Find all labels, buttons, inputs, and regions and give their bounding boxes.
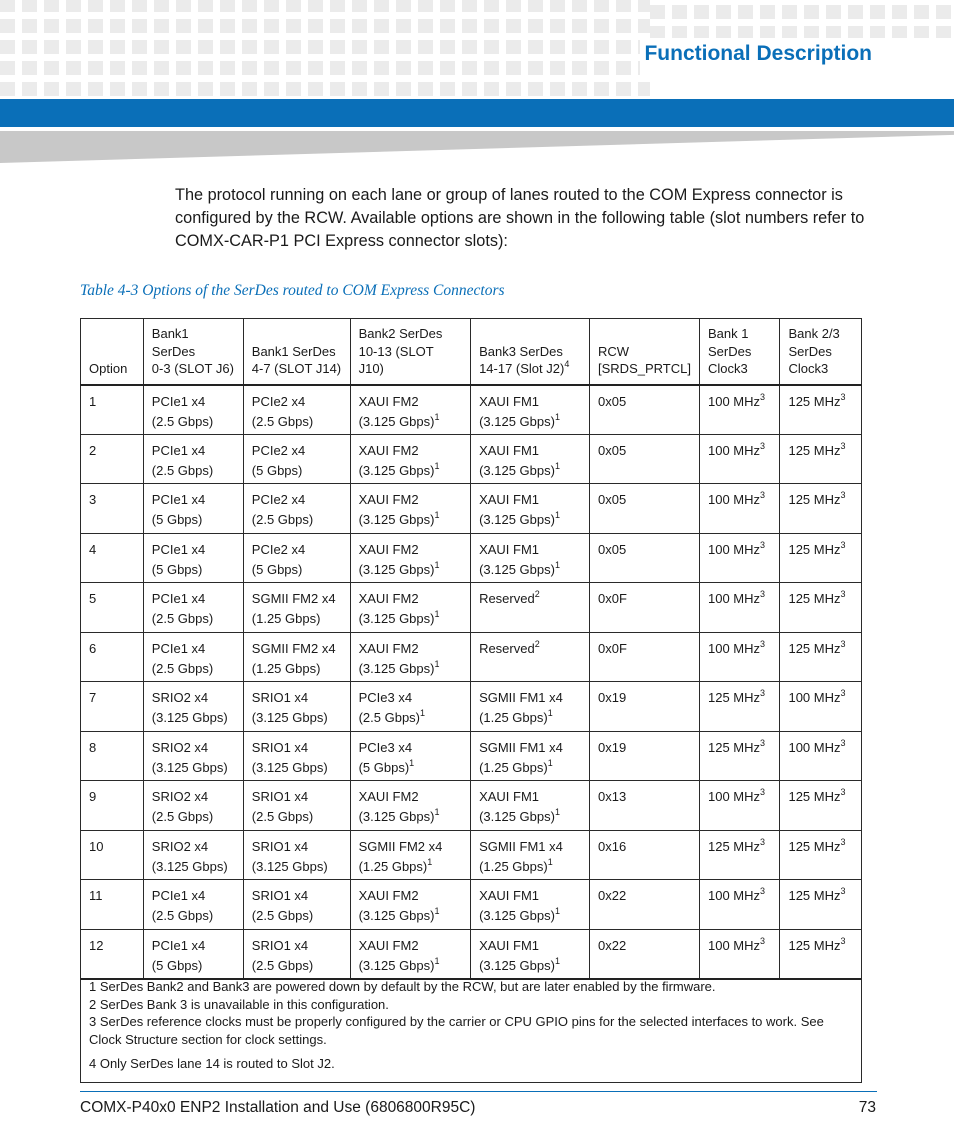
column-header: Bank2 SerDes 10-13 (SLOT J10) [350, 319, 470, 385]
table-body [81, 385, 862, 979]
table-cell: XAUI FM2 (3.125 Gbps)$^1$ [350, 434, 470, 484]
table-cell: 125 MHz$^3$ [780, 830, 862, 880]
table-row [81, 929, 862, 979]
table-row [81, 484, 862, 534]
table-cell: 125 MHz$^3$ [780, 583, 862, 633]
table-cell: SGMII FM1 x4 (1.25 Gbps)$^1$ [471, 682, 590, 732]
table-footnotes [80, 974, 862, 1083]
table-cell: 100 MHz$^3$ [699, 583, 779, 633]
footnote-2: 2 SerDes Bank 3 is unavailable in this configuration. [89, 996, 389, 1012]
option-number: 10 [81, 830, 144, 880]
footer-page-number: 73 [858, 1099, 876, 1116]
table-row [81, 385, 862, 435]
table-row [81, 830, 862, 880]
table-cell: 100 MHz$^3$ [780, 731, 862, 781]
table-cell: SGMII FM1 x4 (1.25 Gbps)$^1$ [471, 731, 590, 781]
table-cell: PCIe1 x4 (5 Gbps) [143, 929, 243, 979]
table-cell: Reserved$^2$ [471, 583, 590, 633]
table-cell: SRIO1 x4 (2.5 Gbps) [243, 880, 350, 930]
table-cell: 125 MHz$^3$ [780, 533, 862, 583]
table-cell: 100 MHz$^3$ [699, 533, 779, 583]
section-title: Functional Description [644, 42, 872, 65]
table-cell: PCIe3 x4 (5 Gbps)$^1$ [350, 731, 470, 781]
table-cell: 125 MHz$^3$ [699, 731, 779, 781]
header-dot-pattern [0, 0, 650, 96]
table-row [81, 880, 862, 930]
option-number: 7 [81, 682, 144, 732]
table-cell: Reserved$^2$ [471, 632, 590, 682]
rcw-value: 0x19 [590, 682, 700, 732]
footnote-4: 4 Only SerDes lane 14 is routed to Slot J2. [89, 1056, 335, 1071]
column-header: RCW [SRDS_PRTCL] [590, 319, 700, 385]
table-row [81, 434, 862, 484]
column-header: Bank1 SerDes 4-7 (SLOT J14) [243, 319, 350, 385]
rcw-value: 0x05 [590, 484, 700, 534]
table-row [81, 583, 862, 633]
header-gray-wedge [0, 131, 954, 163]
table-cell: SRIO2 x4 (3.125 Gbps) [143, 830, 243, 880]
table-cell: XAUI FM1 (3.125 Gbps)$^1$ [471, 385, 590, 435]
table-cell: XAUI FM1 (3.125 Gbps)$^1$ [471, 929, 590, 979]
table-cell: PCIe2 x4 (2.5 Gbps) [243, 385, 350, 435]
table-cell: 125 MHz$^3$ [780, 434, 862, 484]
table-cell: XAUI FM2 (3.125 Gbps)$^1$ [350, 484, 470, 534]
table-row [81, 682, 862, 732]
table-caption: Table 4-3 Options of the SerDes routed to COM Express Connectors [80, 282, 505, 299]
table-cell: XAUI FM2 (3.125 Gbps)$^1$ [350, 533, 470, 583]
column-header: Bank3 SerDes 14-17 (Slot J2)$^4$ [471, 319, 590, 385]
table-cell: 100 MHz$^3$ [699, 385, 779, 435]
table-cell: 100 MHz$^3$ [699, 632, 779, 682]
option-number: 9 [81, 781, 144, 831]
table-header-row [81, 319, 862, 385]
table-cell: XAUI FM1 (3.125 Gbps)$^1$ [471, 880, 590, 930]
table-cell: 100 MHz$^3$ [699, 781, 779, 831]
table-cell: 125 MHz$^3$ [780, 781, 862, 831]
rcw-value: 0x05 [590, 434, 700, 484]
table-cell: 125 MHz$^3$ [780, 880, 862, 930]
rcw-value: 0x16 [590, 830, 700, 880]
table-cell: SGMII FM2 x4 (1.25 Gbps) [243, 632, 350, 682]
table-cell: 125 MHz$^3$ [780, 385, 862, 435]
header-blue-band [0, 99, 954, 127]
rcw-value: 0x0F [590, 583, 700, 633]
rcw-value: 0x13 [590, 781, 700, 831]
header-dot-pattern-right [650, 0, 954, 40]
rcw-value: 0x0F [590, 632, 700, 682]
column-header: Bank 1 SerDes Clock3 [699, 319, 779, 385]
table-row [81, 533, 862, 583]
table-cell: XAUI FM2 (3.125 Gbps)$^1$ [350, 583, 470, 633]
table-cell: PCIe1 x4 (2.5 Gbps) [143, 632, 243, 682]
table-cell: 125 MHz$^3$ [699, 830, 779, 880]
table-cell: PCIe1 x4 (2.5 Gbps) [143, 434, 243, 484]
footer-divider [80, 1091, 877, 1092]
table-row [81, 781, 862, 831]
table-cell: PCIe2 x4 (5 Gbps) [243, 533, 350, 583]
table-cell: 125 MHz$^3$ [780, 484, 862, 534]
table-cell: 100 MHz$^3$ [699, 880, 779, 930]
table-cell: XAUI FM2 (3.125 Gbps)$^1$ [350, 385, 470, 435]
table-cell: SGMII FM2 x4 (1.25 Gbps) [243, 583, 350, 633]
table-cell: XAUI FM2 (3.125 Gbps)$^1$ [350, 929, 470, 979]
table-cell: PCIe2 x4 (2.5 Gbps) [243, 484, 350, 534]
table-cell: SGMII FM2 x4 (1.25 Gbps)$^1$ [350, 830, 470, 880]
table-cell: 125 MHz$^3$ [780, 632, 862, 682]
table-cell: PCIe3 x4 (2.5 Gbps)$^1$ [350, 682, 470, 732]
table-cell: PCIe1 x4 (2.5 Gbps) [143, 385, 243, 435]
table-cell: SGMII FM1 x4 (1.25 Gbps)$^1$ [471, 830, 590, 880]
table-cell: SRIO1 x4 (3.125 Gbps) [243, 682, 350, 732]
table-cell: SRIO1 x4 (3.125 Gbps) [243, 731, 350, 781]
table-cell: XAUI FM1 (3.125 Gbps)$^1$ [471, 533, 590, 583]
table-cell: XAUI FM1 (3.125 Gbps)$^1$ [471, 781, 590, 831]
rcw-value: 0x22 [590, 929, 700, 979]
table-cell: PCIe1 x4 (2.5 Gbps) [143, 880, 243, 930]
table-row [81, 632, 862, 682]
rcw-value: 0x19 [590, 731, 700, 781]
table-cell: 100 MHz$^3$ [699, 484, 779, 534]
footnote-1: 1 SerDes Bank2 and Bank3 are powered down by default by the RCW, but are later enabled by the firmware. [89, 979, 716, 994]
table-cell: SRIO2 x4 (2.5 Gbps) [143, 781, 243, 831]
serdes-options-table [80, 318, 862, 980]
option-number: 6 [81, 632, 144, 682]
table-cell: 100 MHz$^3$ [699, 929, 779, 979]
option-number: 3 [81, 484, 144, 534]
table-cell: 100 MHz$^3$ [780, 682, 862, 732]
column-header: Bank1 SerDes 0-3 (SLOT J6) [143, 319, 243, 385]
option-number: 1 [81, 385, 144, 435]
table-cell: XAUI FM1 (3.125 Gbps)$^1$ [471, 484, 590, 534]
table-cell: 100 MHz$^3$ [699, 434, 779, 484]
table-cell: XAUI FM2 (3.125 Gbps)$^1$ [350, 781, 470, 831]
table-cell: PCIe1 x4 (2.5 Gbps) [143, 583, 243, 633]
table-cell: XAUI FM1 (3.125 Gbps)$^1$ [471, 434, 590, 484]
rcw-value: 0x05 [590, 385, 700, 435]
footnote-3: 3 SerDes reference clocks must be properly configured by the carrier or CPU GPIO pins for the selected interfaces to work. See Clock Structure section for clock settings. [89, 1014, 824, 1047]
option-number: 11 [81, 880, 144, 930]
column-header: Option [81, 319, 144, 385]
rcw-value: 0x05 [590, 533, 700, 583]
footer-document-title: COMX-P40x0 ENP2 Installation and Use (6806800R95C) [80, 1099, 476, 1116]
table-cell: SRIO1 x4 (2.5 Gbps) [243, 929, 350, 979]
table-cell: SRIO2 x4 (3.125 Gbps) [143, 731, 243, 781]
column-header: Bank 2/3 SerDes Clock3 [780, 319, 862, 385]
option-number: 4 [81, 533, 144, 583]
table-cell: 125 MHz$^3$ [780, 929, 862, 979]
intro-paragraph: The protocol running on each lane or group of lanes routed to the COM Express connector is configured by the RCW. Available options are shown in the following table (slot numbers refer to COMX-CAR-P1 PCI Express connector slots): [175, 186, 865, 250]
table-cell: PCIe1 x4 (5 Gbps) [143, 533, 243, 583]
table-row [81, 731, 862, 781]
option-number: 12 [81, 929, 144, 979]
table-cell: PCIe2 x4 (5 Gbps) [243, 434, 350, 484]
table-cell: SRIO2 x4 (3.125 Gbps) [143, 682, 243, 732]
table-cell: XAUI FM2 (3.125 Gbps)$^1$ [350, 880, 470, 930]
option-number: 8 [81, 731, 144, 781]
table-cell: XAUI FM2 (3.125 Gbps)$^1$ [350, 632, 470, 682]
table-cell: SRIO1 x4 (2.5 Gbps) [243, 781, 350, 831]
option-number: 2 [81, 434, 144, 484]
table-cell: PCIe1 x4 (5 Gbps) [143, 484, 243, 534]
table-cell: SRIO1 x4 (3.125 Gbps) [243, 830, 350, 880]
table-cell: 125 MHz$^3$ [699, 682, 779, 732]
rcw-value: 0x22 [590, 880, 700, 930]
option-number: 5 [81, 583, 144, 633]
